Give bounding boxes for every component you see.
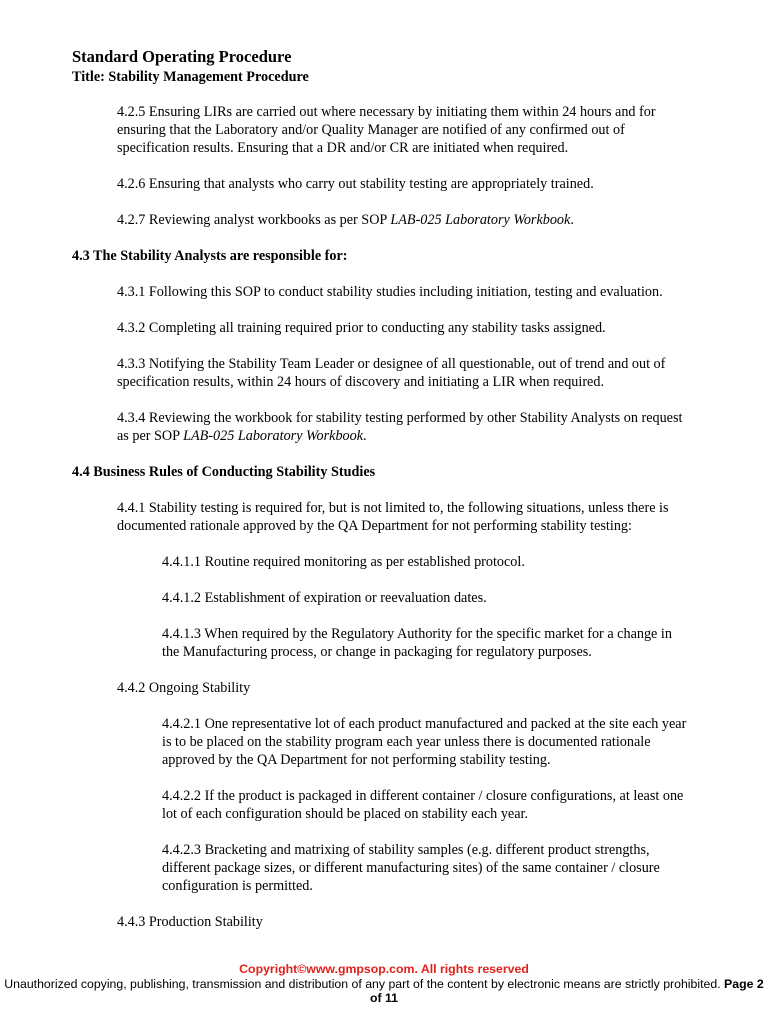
paragraph-4-2-6: 4.2.6 Ensuring that analysts who carry out stability testing are appropriately trained.: [117, 176, 594, 192]
paragraph-4-4-3: 4.4.3 Production Stability: [117, 914, 263, 930]
paragraph-4-2-7: [72, 211, 692, 229]
paragraph-4-3-3: 4.3.3 Notifying the Stability Team Leader or designee of all questionable, out of trend and out of specification results, within 24 hours of discovery and initiating a LIR when required.: [117, 356, 666, 390]
document-body: [72, 103, 692, 931]
paragraph-4-3-2: 4.3.2 Completing all training required prior to conducting any stability tasks assigned.: [117, 320, 606, 336]
paragraph-4-3-4-text: 4.3.4 Reviewing the workbook for stability testing performed by other Stability Analysts on request as per SOP: [117, 410, 683, 444]
paragraph-4-4-2: 4.4.2 Ongoing Stability: [117, 680, 251, 696]
page-footer: [0, 962, 768, 1006]
paragraph-4-4-2-1: 4.4.2.1 One representative lot of each product manufactured and packed at the site each year is to be placed on the stability program each year unless there is documented rationale approved by the QA Department for not performing stability testing.: [162, 716, 687, 768]
paragraph-4-4-2-3: 4.4.2.3 Bracketing and matrixing of stability samples (e.g. different product strengths, different package sizes, or different manufacturing sites) of the same container / closure configuration is permitted.: [162, 842, 660, 894]
paragraph-4-3-1: 4.3.1 Following this SOP to conduct stability studies including initiation, testing and evaluation.: [117, 284, 663, 300]
section-heading-4-4: 4.4 Business Rules of Conducting Stability Studies: [72, 464, 376, 480]
paragraph-4-3-4-end: .: [363, 428, 367, 444]
paragraph-4-2-7-text: 4.2.7 Reviewing analyst workbooks as per SOP: [117, 212, 391, 228]
document-header: [72, 46, 309, 86]
copyright-notice: Copyright©www.gmpsop.com. All rights reserved: [239, 962, 529, 976]
sop-reference: LAB-025 Laboratory Workbook: [183, 428, 364, 444]
paragraph-4-2-7-end: .: [570, 212, 574, 228]
page-number: Page 2 of 11: [369, 976, 764, 1005]
paragraph-4-4-1-1: 4.4.1.1 Routine required monitoring as per established protocol.: [162, 554, 525, 570]
paragraph-4-2-5: 4.2.5 Ensuring LIRs are carried out where necessary by initiating them within 24 hours and for ensuring that the Laboratory and/or Quality Manager are notified of any confirmed out of specification results. Ensuring that a DR and/or CR are initiated when required.: [117, 104, 656, 156]
paragraph-4-4-1-2: 4.4.1.2 Establishment of expiration or reevaluation dates.: [162, 590, 487, 606]
paragraph-4-4-1-3: 4.4.1.3 When required by the Regulatory Authority for the specific market for a change in the Manufacturing process, or change in packaging for regulatory purposes.: [162, 626, 672, 660]
usage-notice: [0, 977, 768, 1006]
document-type-heading: Standard Operating Procedure: [72, 47, 292, 66]
paragraph-4-4-2-2: 4.4.2.2 If the product is packaged in different container / closure configurations, at least one lot of each configuration should be placed on stability each year.: [162, 788, 684, 822]
section-heading-4-3: 4.3 The Stability Analysts are responsible for:: [72, 248, 348, 264]
paragraph-4-4-1: 4.4.1 Stability testing is required for, but is not limited to, the following situations, unless there is documented rationale approved by the QA Department for not performing stability testing:: [117, 500, 669, 534]
usage-notice-text: Unauthorized copying, publishing, transmission and distribution of any part of the content by electronic means are strictly prohibited.: [4, 976, 725, 991]
sop-reference: LAB-025 Laboratory Workbook: [390, 212, 571, 228]
paragraph-4-3-4: [72, 409, 692, 445]
document-title: Title: Stability Management Procedure: [72, 69, 309, 85]
